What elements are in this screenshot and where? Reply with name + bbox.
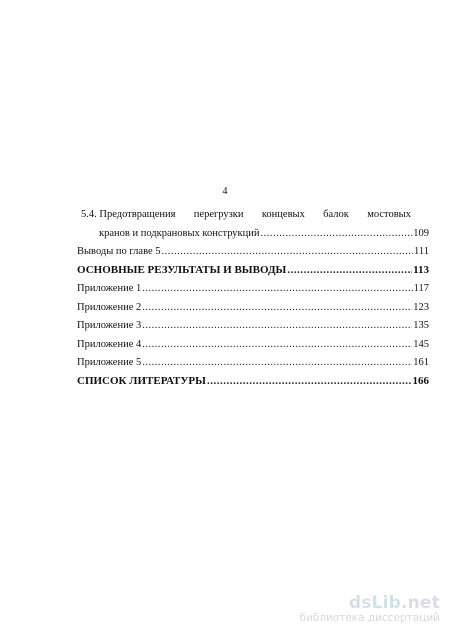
toc-page: 117: [413, 283, 429, 294]
toc-entry-5-4-line-2: [77, 227, 429, 246]
toc-leader: [261, 227, 413, 240]
toc-entry: [77, 264, 429, 283]
watermark-subtitle: библиотека диссертаций: [299, 612, 440, 624]
toc-page: 113: [413, 263, 429, 276]
toc-label: СПИСОК ЛИТЕРАТУРЫ: [77, 374, 206, 387]
toc-entry: [77, 301, 429, 320]
toc-label: ОСНОВНЫЕ РЕЗУЛЬТАТЫ И ВЫВОДЫ: [77, 263, 287, 276]
toc-page: 123: [413, 301, 429, 313]
toc-label: Приложение 3: [77, 320, 142, 331]
toc-entry: [77, 319, 429, 338]
toc-label: Приложение 1: [77, 283, 142, 294]
toc-word: концевых: [261, 209, 305, 220]
toc-label: кранов и подкрановых конструкций: [99, 227, 260, 239]
toc-page: 135: [413, 320, 429, 331]
toc-entry: [77, 356, 429, 375]
table-of-contents: [77, 208, 429, 393]
toc-entry: [77, 338, 429, 357]
watermark-logo-net: .net: [400, 593, 440, 613]
watermark-logo-ds: ds: [348, 593, 372, 613]
toc-label: Приложение 5: [77, 357, 142, 368]
toc-leader: [162, 245, 414, 258]
watermark-logo-lib: Lib: [371, 593, 401, 613]
toc-label: Выводы по главе 5: [77, 246, 161, 257]
toc-leader: [207, 375, 412, 388]
toc-page: 109: [413, 227, 429, 239]
toc-page: 145: [413, 338, 429, 350]
page-number: 4: [222, 186, 228, 197]
toc-leader: [142, 282, 412, 295]
toc-word: перегрузки: [193, 209, 244, 220]
toc-leader: [142, 301, 412, 314]
toc-word: мостовых: [367, 209, 411, 220]
toc-leader: [142, 338, 412, 351]
toc-word: 5.4. Предотвращения: [81, 209, 176, 220]
toc-entry-5-4-line-1: [77, 208, 429, 227]
watermark: [299, 594, 440, 624]
toc-leader: [287, 264, 412, 277]
toc-entry: [77, 245, 429, 264]
toc-page: 111: [414, 246, 429, 257]
toc-page: 166: [412, 374, 429, 387]
toc-label: Приложение 4: [77, 338, 142, 350]
toc-label: Приложение 2: [77, 301, 142, 313]
toc-word: балок: [323, 209, 349, 220]
toc-leader: [142, 319, 412, 332]
toc-entry: [77, 375, 429, 394]
toc-page: 161: [413, 357, 429, 368]
toc-leader: [142, 356, 412, 369]
watermark-logo: [299, 594, 440, 612]
toc-entry: [77, 282, 429, 301]
